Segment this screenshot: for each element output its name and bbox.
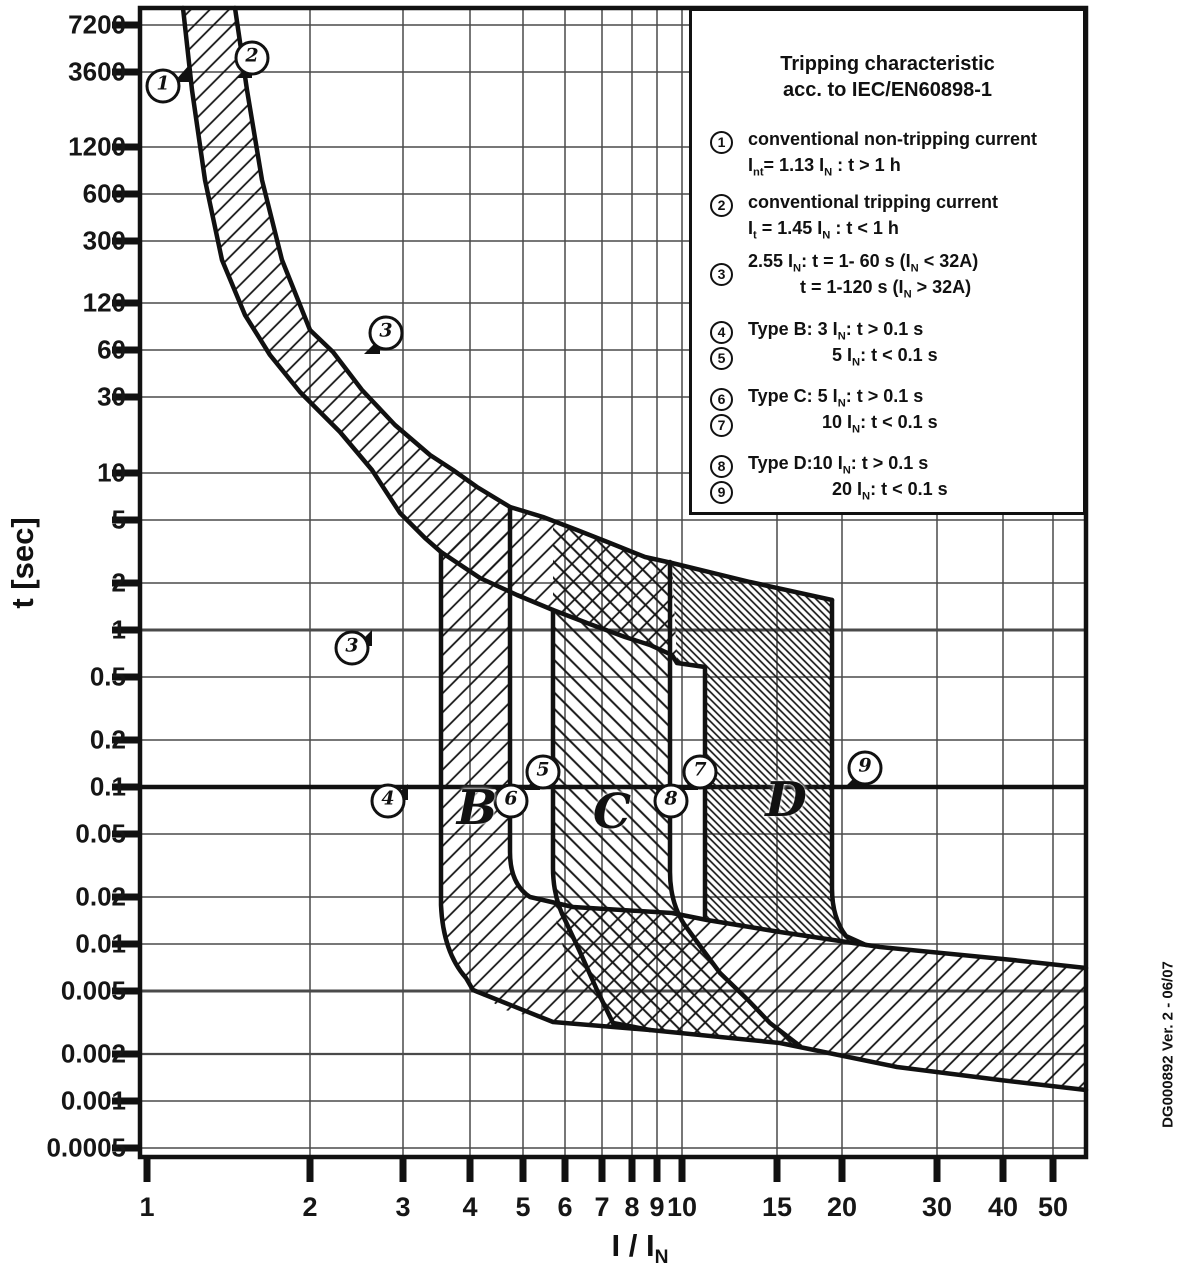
y-tick-label: 1200 [68, 131, 126, 162]
x-tick-label: 15 [761, 1192, 793, 1222]
marker-8: 8 [654, 784, 689, 819]
legend-item-7-line1: 10 $I_N$: t < 0.1 s [822, 412, 938, 436]
legend-item-4-line1: Type B: 3 $I_N$: t > 0.1 s [748, 319, 924, 343]
x-tick-label: 20 [826, 1192, 858, 1222]
y-tick-label: 1 [111, 614, 126, 645]
x-tick-label: 1 [139, 1192, 155, 1222]
legend-num-1: 1 [710, 131, 733, 154]
marker-6: 6 [494, 784, 529, 819]
legend-item-3-line1: 2.55 $I_N$: t = 1- 60 s $(I_N < 32A)$ [748, 251, 979, 275]
document-number: DG000892 Ver. 2 - 06/07 [1159, 961, 1177, 1128]
marker-7: 7 [683, 755, 718, 790]
y-tick-label: 2 [111, 567, 126, 598]
marker-3b: 3 [335, 631, 370, 666]
y-axis-title: t [sec] [5, 517, 40, 609]
x-tick-label: 2 [302, 1192, 318, 1222]
y-tick-label: 0.01 [75, 928, 126, 959]
y-tick-label: 30 [97, 381, 126, 412]
y-tick-label: 300 [82, 225, 126, 256]
legend-item-8-line1: Type D:10 $I_N$: t > 0.1 s [748, 453, 929, 477]
y-tick-label: 7200 [68, 9, 126, 40]
legend-box [689, 8, 1086, 515]
marker-1: 1 [146, 69, 181, 104]
legend-num-2: 2 [710, 194, 733, 217]
x-tick-label: 8 [624, 1192, 640, 1222]
region-label-D: D [765, 772, 807, 828]
legend-title-line1: Tripping characteristic [780, 53, 995, 75]
marker-4: 4 [371, 784, 406, 819]
x-tick-label: 50 [1037, 1192, 1069, 1222]
legend-item-1-line1: conventional non-tripping current [748, 129, 1037, 149]
y-tick-label: 60 [97, 334, 126, 365]
y-tick-label: 600 [82, 178, 126, 209]
legend-num-7: 7 [710, 414, 733, 437]
legend-item-3-line2: t = 1-120 s $(I_N > 32A)$ [800, 277, 972, 301]
x-tick-label: 30 [921, 1192, 953, 1222]
x-tick-label: 5 [515, 1192, 531, 1222]
y-tick-label: 5 [111, 504, 126, 535]
legend-item-9-line1: 20 $I_N$: t < 0.1 s [832, 479, 948, 503]
marker-9: 9 [848, 751, 883, 786]
x-tick-label: 40 [987, 1192, 1019, 1222]
legend-item-6-line1: Type C: 5 $I_N$: t > 0.1 s [748, 386, 924, 410]
y-tick-label: 0.005 [60, 975, 126, 1006]
y-tick-label: 10 [97, 457, 126, 488]
legend-item-5-line1: 5 $I_N$: t < 0.1 s [832, 345, 938, 369]
y-tick-label: 0.0005 [46, 1132, 126, 1163]
marker-3a: 3 [369, 316, 404, 351]
x-tick-label: 3 [395, 1192, 411, 1222]
y-tick-label: 0.5 [89, 661, 126, 692]
x-tick-label: 4 [462, 1192, 478, 1222]
x-tick-label: 7 [594, 1192, 610, 1222]
region-label-C: C [592, 784, 632, 840]
legend-item-2-line1: conventional tripping current [748, 192, 999, 212]
marker-5: 5 [526, 755, 561, 790]
legend-num-9: 9 [710, 481, 733, 504]
y-tick-label: 0.05 [75, 818, 126, 849]
marker-2: 2 [235, 41, 270, 76]
legend-item-2-line2: $I_t = 1.45$ $I_N$ : t < 1 h [748, 218, 899, 242]
legend-num-6: 6 [710, 388, 733, 411]
legend-num-5: 5 [710, 347, 733, 370]
x-tick-label: 9 [649, 1192, 665, 1222]
y-tick-label: 0.1 [89, 771, 126, 802]
y-tick-label: 120 [82, 287, 126, 318]
y-tick-label: 0.002 [60, 1038, 126, 1069]
legend-item-1-line2: $I_{nt}= 1.13$ $I_N$ : t > 1 h [748, 155, 901, 179]
y-tick-label: 0.001 [60, 1085, 126, 1116]
y-tick-label: 0.2 [89, 724, 126, 755]
legend-num-3: 3 [710, 263, 733, 286]
legend-num-4: 4 [710, 321, 733, 344]
x-tick-label: 10 [666, 1192, 698, 1222]
x-axis-title: I / $I_N$ [611, 1228, 669, 1269]
legend-num-8: 8 [710, 455, 733, 478]
x-tick-label: 6 [557, 1192, 573, 1222]
region-label-B: B [456, 780, 498, 836]
legend-title-line2: acc. to IEC/EN60898-1 [783, 79, 992, 101]
y-tick-label: 3600 [68, 56, 126, 87]
y-tick-label: 0.02 [75, 881, 126, 912]
